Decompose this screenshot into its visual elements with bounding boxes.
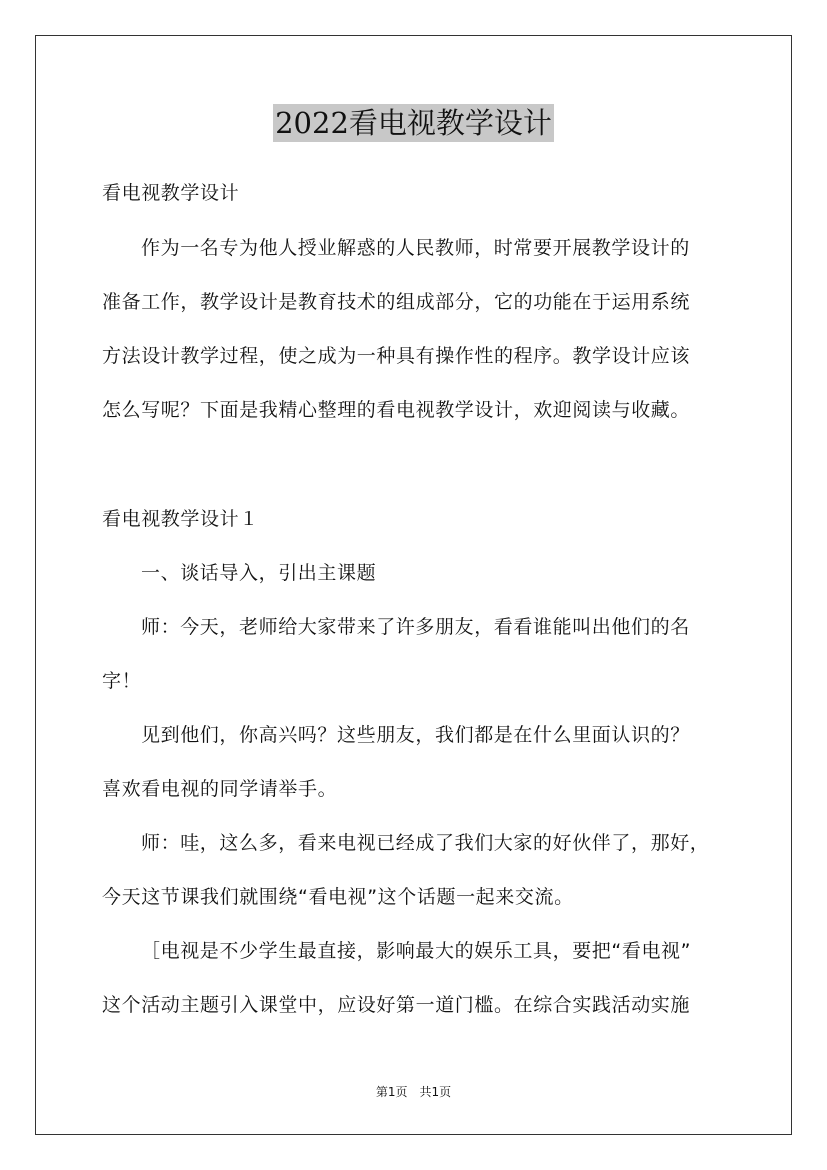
intro-line-1: 作为一名专为他人授业解惑的人民教师，时常要开展教学设计的 bbox=[141, 237, 690, 259]
document-title: 2022看电视教学设计 bbox=[275, 106, 552, 140]
body-line: 字！ bbox=[102, 670, 142, 692]
step-heading: 一、谈话导入，引出主课题 bbox=[141, 562, 377, 584]
intro-line-4: 怎么写呢？下面是我精心整理的看电视教学设计，欢迎阅读与收藏。 bbox=[102, 399, 691, 421]
document-subtitle: 看电视教学设计 bbox=[102, 182, 240, 204]
body-line: 这个活动主题引入课堂中，应设好第一道门槛。在综合实践活动实施 bbox=[102, 994, 691, 1016]
body-line: ［电视是不少学生最直接，影响最大的娱乐工具，要把“看电视” bbox=[141, 940, 692, 962]
title-container bbox=[0, 104, 827, 142]
body-line: 喜欢看电视的同学请举手。 bbox=[102, 778, 338, 800]
body-line: 师：今天，老师给大家带来了许多朋友，看看谁能叫出他们的名 bbox=[141, 616, 690, 638]
body-line: 今天这节课我们就围绕“看电视”这个话题一起来交流。 bbox=[102, 886, 574, 908]
body-line: 师：哇，这么多，看来电视已经成了我们大家的好伙伴了，那好， bbox=[141, 832, 710, 854]
page-footer: 第1页 共1页 bbox=[375, 1085, 452, 1099]
intro-line-2: 准备工作，教学设计是教育技术的组成部分，它的功能在于运用系统 bbox=[102, 291, 691, 313]
body-line: 见到他们，你高兴吗？这些朋友，我们都是在什么里面认识的？ bbox=[141, 724, 690, 746]
intro-line-3: 方法设计教学过程，使之成为一种具有操作性的程序。教学设计应该 bbox=[102, 345, 691, 367]
section-heading: 看电视教学设计１ bbox=[102, 508, 259, 530]
